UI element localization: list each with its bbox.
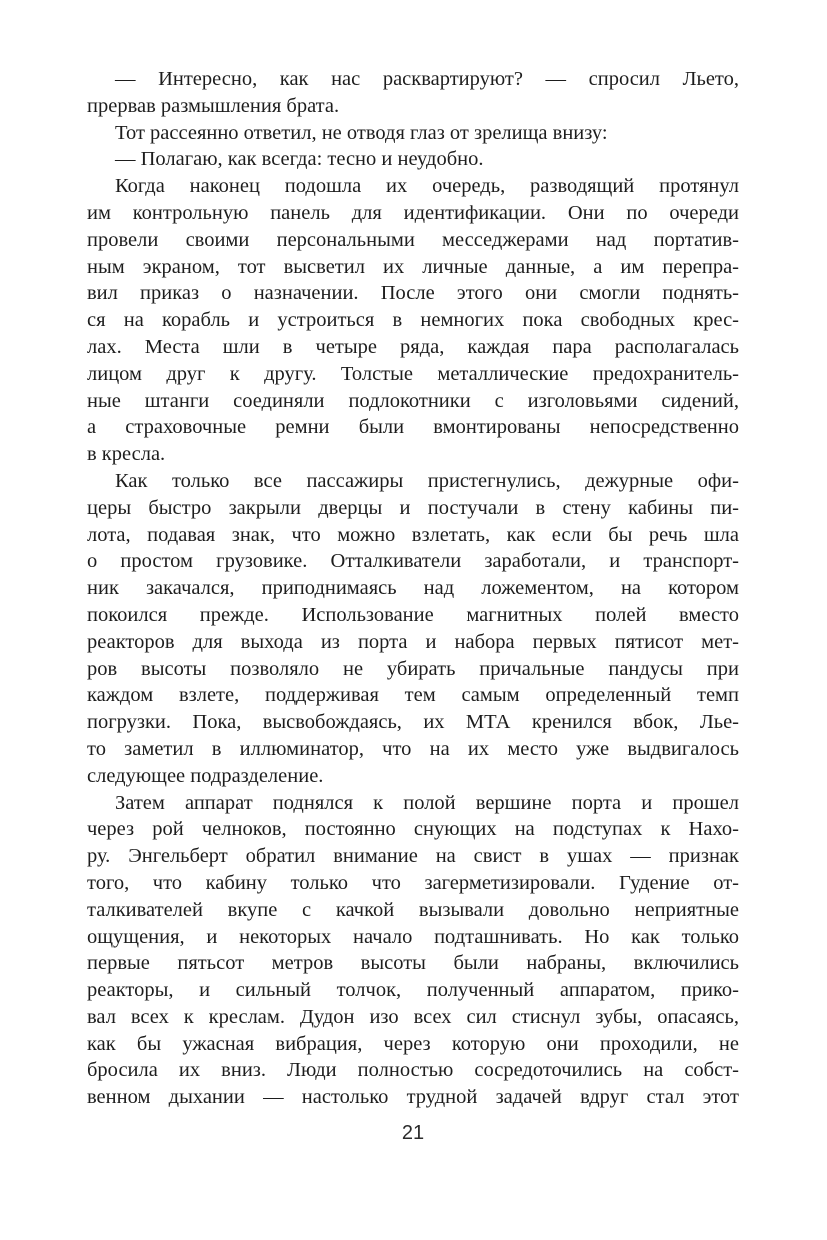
text-line: прервав размышления брата. [87,94,340,117]
text-line: ные штанги соединяли подлокотники с изголовьями сидений, [87,389,739,412]
text-line: погрузки. Пока, высвобождаясь, их МТА кренился вбок, Лье- [87,711,739,734]
text-line: лах. Места шли в четыре ряда, каждая пара располагалась [87,335,739,358]
text-line: Тот рассеянно ответил, не отводя глаз от зрелища внизу: [115,121,608,144]
text-line: а страховочные ремни были вмонтированы непосредственно [87,416,739,439]
text-line: о простом грузовике. Отталкиватели заработали, и транспорт- [87,550,739,573]
paragraph [87,790,739,1112]
paragraph [87,146,739,173]
text-line: Как только все пассажиры пристегнулись, дежурные офи- [115,469,739,492]
text-line: в кресла. [87,443,166,466]
text-line: церы быстро закрыли дверцы и постучали в стену кабины пи- [87,496,739,519]
text-line: реакторы, и сильный толчок, полученный аппаратом, прико- [87,979,739,1002]
text-line: то заметил в иллюминатор, что на их место уже выдвигалось [87,737,739,760]
text-line: Когда наконец подошла их очередь, разводящий протянул [115,175,739,198]
text-line: покоился прежде. Использование магнитных полей вместо [87,603,739,626]
text-line: того, что кабину только что загерметизировали. Гудение от- [87,871,739,894]
text-line: ощущения, и некоторых начало подташнивать. Но как только [87,925,739,948]
text-line: — Интересно, как нас расквартируют? — спросил Льето, [115,68,739,90]
text-line: ник закачался, приподнимаясь над ложементом, на котором [87,577,739,600]
text-line: следующее подразделение. [87,764,324,787]
text-line: бросила их вниз. Люди полностью сосредоточились на собст- [87,1059,739,1082]
text-line: через рой челноков, постоянно снующих на подступах к Нахо- [87,818,739,841]
text-line: ным экраном, тот высветил их личные данные, а им перепра- [87,255,739,278]
paragraph [87,120,739,147]
text-line: реакторов для выхода из порта и набора первых пятисот мет- [87,630,739,653]
paragraph [87,66,739,120]
text-line: талкивателей вкупе с качкой вызывали довольно неприятные [87,898,739,921]
text-line: ся на корабль и устроиться в немногих пока свободных крес- [87,309,739,332]
text-line: Затем аппарат поднялся к полой вершине порта и прошел [115,791,739,814]
text-line: вал всех к креслам. Дудон изо всех сил стиснул зубы, опасаясь, [87,1005,739,1028]
text-line: каждом взлете, поддерживая тем самым определенный темп [87,684,739,707]
text-line: лота, подавая знак, что можно взлетать, как если бы речь шла [87,523,739,546]
page-body [87,66,739,1111]
text-line: провели своими персональными месседжерами над портатив- [87,228,739,251]
paragraph [87,173,739,468]
paragraph [87,468,739,790]
text-line: — Полагаю, как всегда: тесно и неудобно. [115,148,484,171]
page-number: 21 [401,1122,425,1144]
text-line: как бы ужасная вибрация, через которую они проходили, не [87,1032,739,1055]
text-line: им контрольную панель для идентификации. Они по очереди [87,201,739,224]
text-line: венном дыхании — настолько трудной задачей вдруг стал этот [87,1086,739,1109]
text-line: лицом друг к другу. Толстые металлические предохранитель- [87,362,739,385]
text-line: первые пятьсот метров высоты были набраны, включились [87,952,739,975]
text-line: ров высоты позволяло не убирать причальные пандусы при [87,657,739,680]
text-line: ру. Энгельберт обратил внимание на свист в ушах — признак [87,845,739,868]
text-line: вил приказ о назначении. После этого они смогли поднять- [87,282,739,305]
